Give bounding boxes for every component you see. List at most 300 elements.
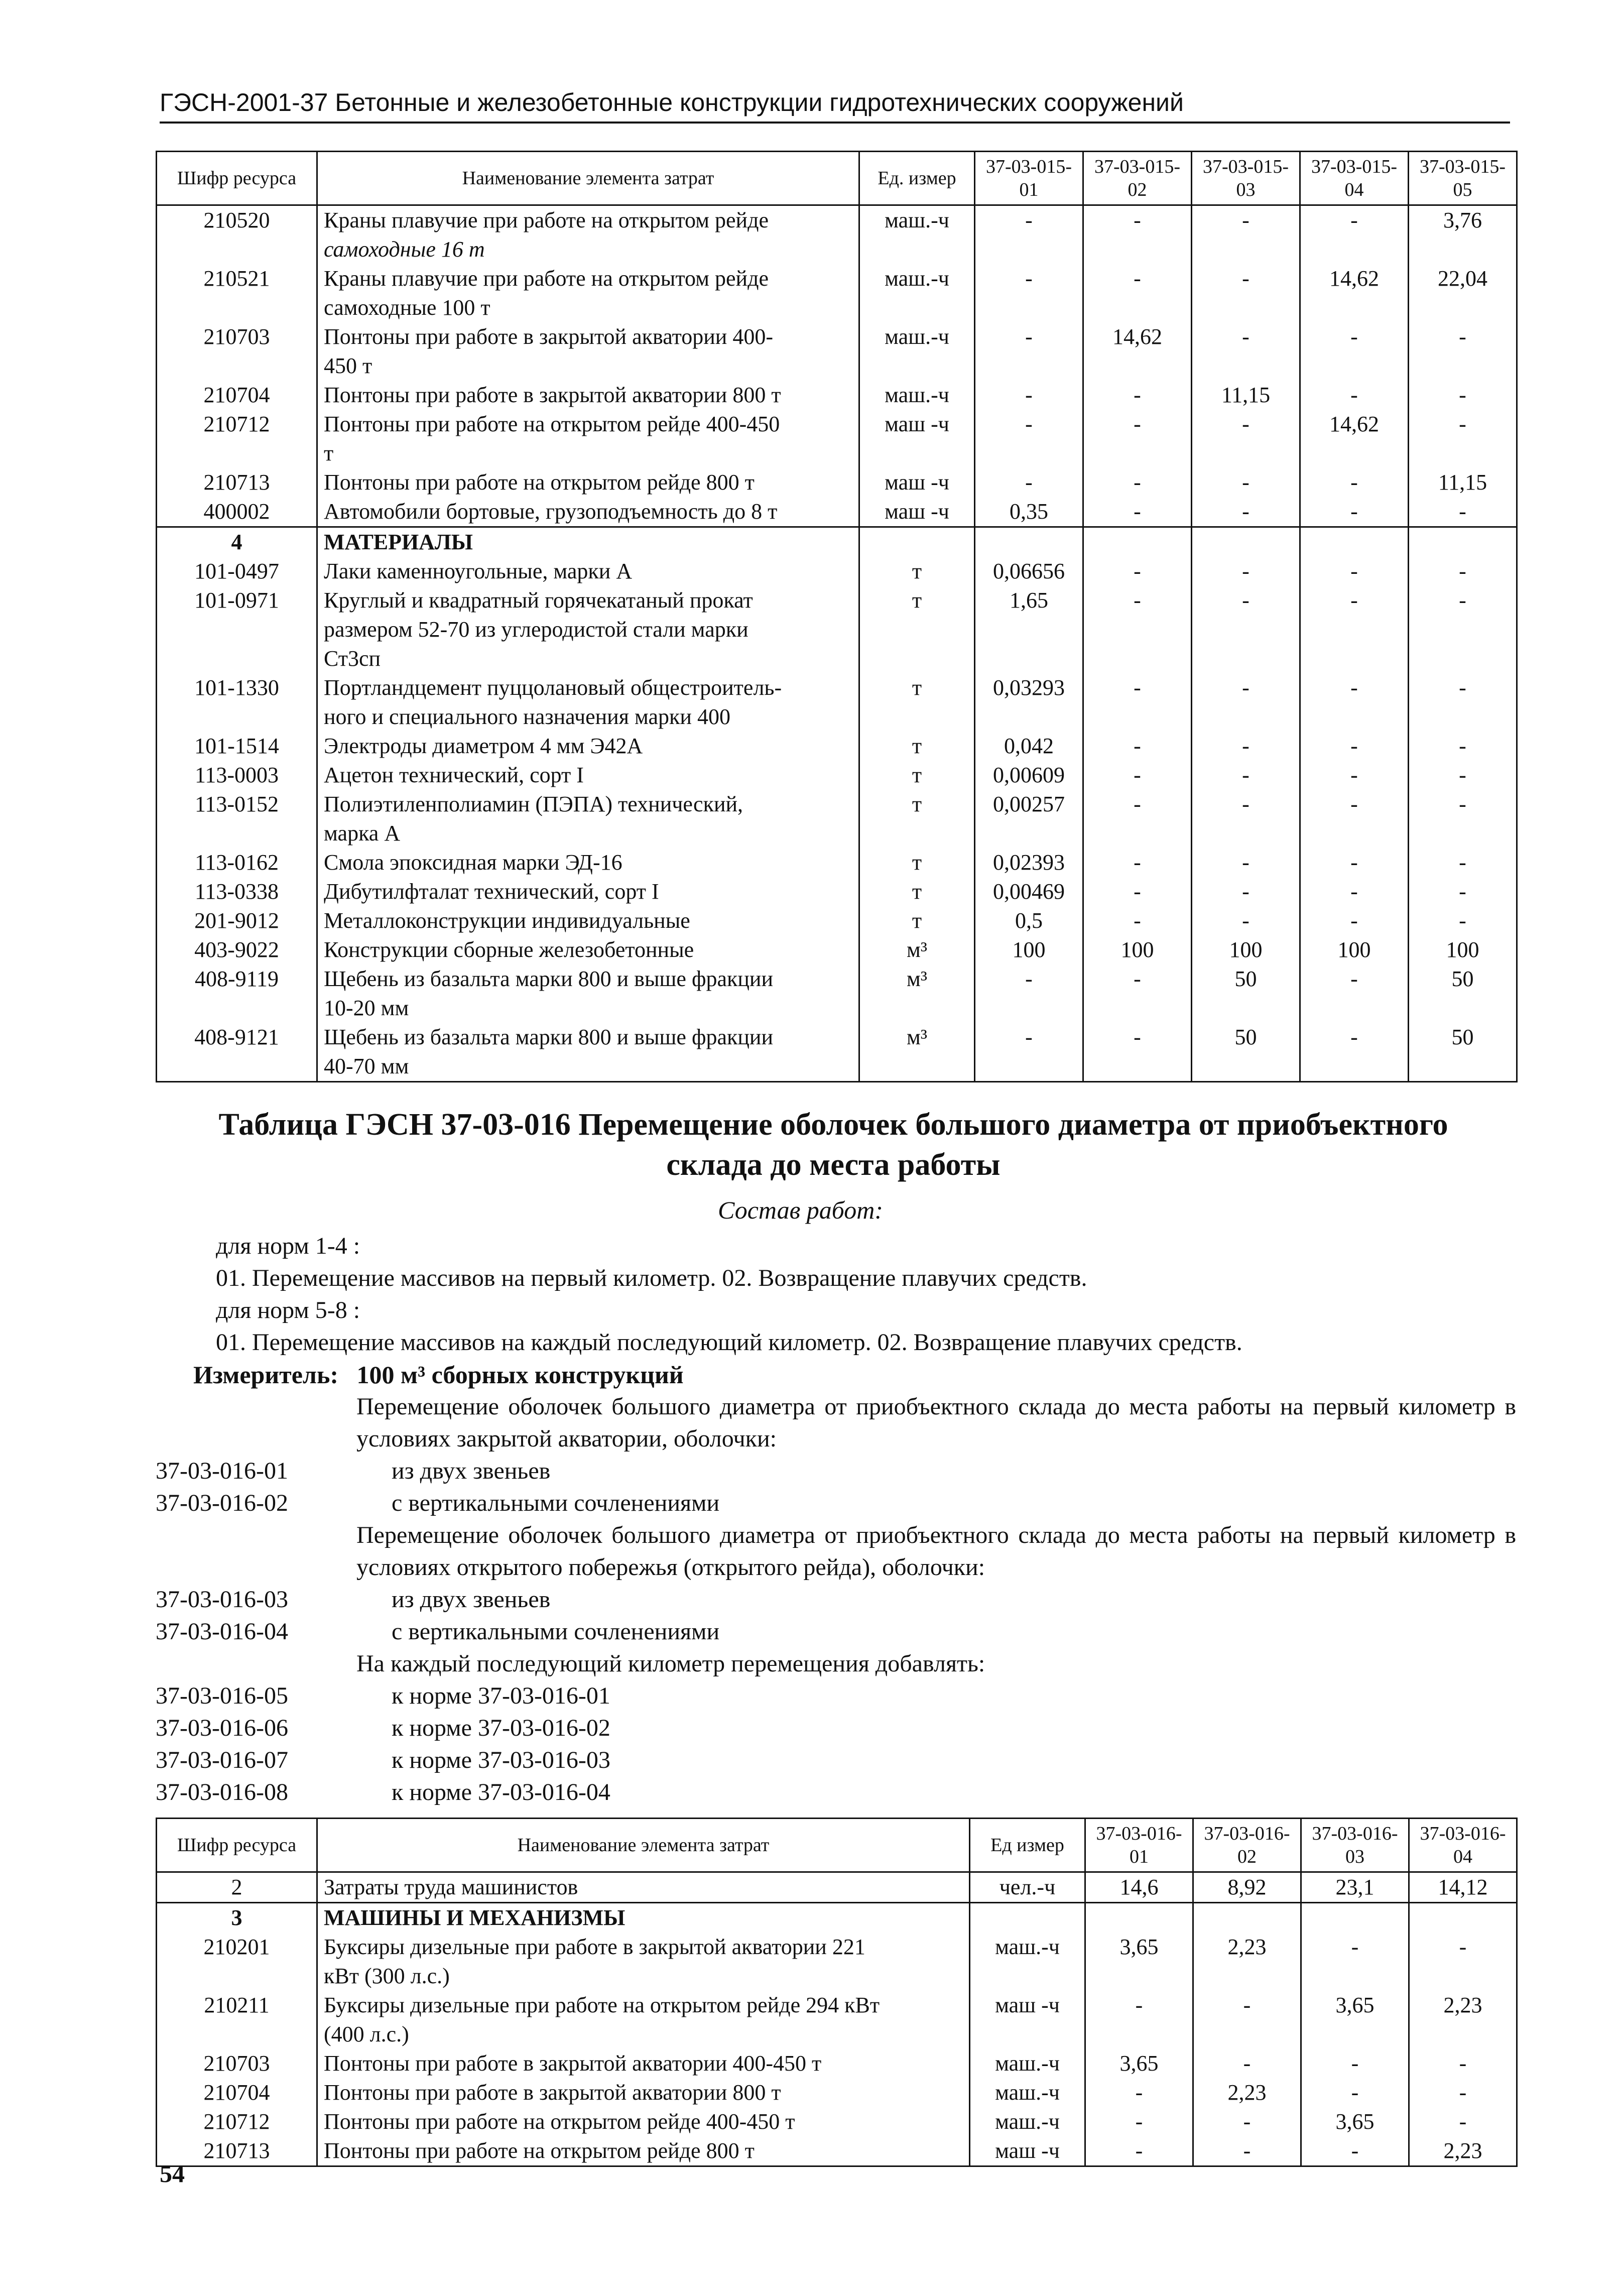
unit: маш.-ч	[970, 2078, 1085, 2107]
norm-value: -	[1083, 381, 1192, 410]
norm-value: -	[975, 468, 1083, 497]
name-line: Щебень из базальта марки 800 и выше фракции	[324, 967, 773, 991]
name-line: Полиэтиленполиамин (ПЭПА) технический,	[324, 792, 743, 816]
empty-cell	[1300, 527, 1409, 557]
table-row	[157, 2107, 1517, 2136]
norm-value: 8,92	[1193, 1872, 1301, 1903]
empty-cell	[859, 527, 975, 557]
norm-text: к норме 37-03-016-01	[392, 1682, 610, 1709]
table-row	[157, 1932, 1517, 1991]
para-open-roadstead: Перемещение оболочек большого диаметра от приобъектного склада до места работы на первый километр в условиях открытого побережья (открытого рейда), оболочки:	[356, 1522, 1516, 1581]
norm-value: -	[1083, 586, 1192, 673]
norm-value: 14,6	[1085, 1872, 1193, 1903]
empty-cell	[1085, 1903, 1193, 1933]
norm-text: к норме 37-03-016-02	[392, 1715, 610, 1741]
norm-value: 50	[1409, 964, 1517, 1023]
table-row	[157, 381, 1517, 410]
header-norm-3: 37-03-016-03	[1301, 1819, 1409, 1872]
section-title: МАШИНЫ И МЕХАНИЗМЫ	[317, 1903, 970, 1933]
norm-value: -	[1083, 732, 1192, 761]
norm-value: -	[1192, 673, 1300, 732]
cost-element-name	[317, 468, 859, 497]
norm-value: -	[1300, 877, 1409, 906]
table-row	[157, 1023, 1517, 1082]
unit: т	[859, 761, 975, 790]
norm-value: -	[1192, 264, 1300, 322]
norm-text: из двух звеньев	[392, 1586, 551, 1613]
table-row	[157, 877, 1517, 906]
section-number: 4	[157, 527, 317, 557]
name-line: самоходные 100 т	[324, 295, 490, 320]
resource-table-016	[156, 1818, 1518, 2167]
norm-value: -	[1192, 877, 1300, 906]
norm-value: 2,23	[1409, 2136, 1517, 2166]
norm-value: -	[1085, 2107, 1193, 2136]
norm-value: -	[1192, 848, 1300, 877]
cost-element-name	[317, 2049, 970, 2078]
norm-value: -	[1300, 673, 1409, 732]
norm-value: -	[1192, 732, 1300, 761]
cost-element-name	[317, 906, 859, 935]
norm-value: -	[1300, 1023, 1409, 1082]
norm-value: -	[1409, 732, 1517, 761]
cost-element-name	[317, 2078, 970, 2107]
measure-label: Измеритель:	[193, 1361, 339, 1389]
table-header-row	[157, 152, 1517, 205]
empty-cell	[1193, 1903, 1301, 1933]
norm-value: -	[1409, 322, 1517, 381]
table-row	[157, 935, 1517, 964]
name-line: Круглый и квадратный горячекатаный прокат	[324, 588, 753, 613]
norm-value: -	[975, 264, 1083, 322]
norm-value: 50	[1192, 1023, 1300, 1082]
norm-value: -	[1300, 964, 1409, 1023]
norm-value: 2,23	[1409, 1991, 1517, 2049]
norm-value: -	[1083, 205, 1192, 265]
header-norm-4: 37-03-015-04	[1300, 152, 1409, 205]
norm-value: -	[1409, 906, 1517, 935]
norm-value: -	[1083, 468, 1192, 497]
resource-code: 2	[157, 1872, 317, 1903]
table-header-row	[157, 1819, 1517, 1872]
norm-value: -	[1192, 205, 1300, 265]
norms-5-8-label: для норм 5-8 :	[216, 1297, 360, 1323]
norm-value: -	[1300, 468, 1409, 497]
norm-value: -	[975, 410, 1083, 468]
cost-element-name	[317, 732, 859, 761]
name-line: Ацетон технический, сорт I	[324, 763, 584, 787]
table-row	[157, 732, 1517, 761]
cost-element-name	[317, 964, 859, 1023]
empty-cell	[975, 527, 1083, 557]
name-line: Краны плавучие при работе на открытом рейде	[324, 208, 769, 232]
resource-code: 101-0971	[157, 586, 317, 673]
header-norm-4: 37-03-016-04	[1409, 1819, 1517, 1872]
work-1-4: 01. Перемещение массивов на первый километр. 02. Возвращение плавучих средств.	[216, 1265, 1087, 1291]
table-row	[157, 410, 1517, 468]
header-norm-2: 37-03-016-02	[1193, 1819, 1301, 1872]
norm-value: 23,1	[1301, 1872, 1409, 1903]
table-row	[157, 848, 1517, 877]
cost-element-name	[317, 935, 859, 964]
norm-value: -	[975, 1023, 1083, 1082]
cost-element-name	[317, 1991, 970, 2049]
name-line: Смола эпоксидная марки ЭД-16	[324, 850, 622, 875]
resource-code: 113-0152	[157, 790, 317, 848]
cost-element-name	[317, 322, 859, 381]
norm-code: 37-03-016-03	[156, 1586, 288, 1613]
norm-value: 11,15	[1192, 381, 1300, 410]
resource-code: 101-0497	[157, 557, 317, 586]
norm-value: 2,23	[1193, 2078, 1301, 2107]
norm-value: 100	[1083, 935, 1192, 964]
cost-element-name	[317, 790, 859, 848]
name-line: размером 52-70 из углеродистой стали марки	[324, 617, 748, 642]
norm-value: 100	[1192, 935, 1300, 964]
norm-value: 100	[1300, 935, 1409, 964]
norm-value: 14,62	[1083, 322, 1192, 381]
norm-value: 0,02393	[975, 848, 1083, 877]
unit: т	[859, 790, 975, 848]
header-norm-1: 37-03-016-01	[1085, 1819, 1193, 1872]
norm-code: 37-03-016-08	[156, 1779, 288, 1805]
name-line: Дибутилфталат технический, сорт I	[324, 879, 659, 904]
header-norm-3: 37-03-015-03	[1192, 152, 1300, 205]
norm-value: -	[975, 964, 1083, 1023]
resource-code: 101-1330	[157, 673, 317, 732]
table-row	[157, 2136, 1517, 2166]
cost-element-name	[317, 497, 859, 527]
unit: м³	[859, 1023, 975, 1082]
norm-value: 50	[1192, 964, 1300, 1023]
resource-table-015	[156, 151, 1518, 1082]
norm-value: 14,62	[1300, 410, 1409, 468]
name-line: Понтоны при работе на открытом рейде 400-450 т	[324, 2109, 795, 2134]
norm-value: 22,04	[1409, 264, 1517, 322]
measure-value: 100 м³ сборных конструкций	[356, 1361, 684, 1389]
norm-value: 100	[975, 935, 1083, 964]
norm-value: -	[1193, 1991, 1301, 2049]
norm-value: -	[1409, 877, 1517, 906]
name-line: Ст3сп	[324, 646, 381, 671]
norm-value: -	[1192, 906, 1300, 935]
norm-value: 0,00609	[975, 761, 1083, 790]
norm-value: 3,65	[1085, 2049, 1193, 2078]
name-line: Лаки каменноугольные, марки А	[324, 559, 633, 583]
name-line: Понтоны при работе в закрытой акватории 800 т	[324, 2080, 781, 2105]
resource-code: 210712	[157, 410, 317, 468]
resource-code: 113-0338	[157, 877, 317, 906]
section-number: 3	[157, 1903, 317, 1933]
unit: маш.-ч	[859, 381, 975, 410]
resource-code: 408-9121	[157, 1023, 317, 1082]
cost-element-name	[317, 410, 859, 468]
resource-code: 113-0162	[157, 848, 317, 877]
norm-value: -	[1085, 2078, 1193, 2107]
section-row	[157, 527, 1517, 557]
resource-code: 210704	[157, 381, 317, 410]
norm-value: -	[1083, 673, 1192, 732]
cost-element-name	[317, 264, 859, 322]
section-row	[157, 1903, 1517, 1933]
norm-value: -	[1300, 906, 1409, 935]
norm-code: 37-03-016-02	[156, 1490, 288, 1516]
norm-code: 37-03-016-07	[156, 1747, 288, 1773]
name-line: (400 л.с.)	[324, 2022, 409, 2046]
norm-value: -	[1409, 2049, 1517, 2078]
unit: маш.-ч	[970, 2049, 1085, 2078]
header-unit: Ед. измер	[859, 152, 975, 205]
empty-cell	[1192, 527, 1300, 557]
norm-value: 3,76	[1409, 205, 1517, 265]
norm-code: 37-03-016-06	[156, 1715, 288, 1741]
norm-value: -	[1193, 2107, 1301, 2136]
norm-value: -	[1300, 586, 1409, 673]
header-norm-1: 37-03-015-01	[975, 152, 1083, 205]
norms-1-4-label: для норм 1-4 :	[216, 1233, 360, 1259]
norm-value: -	[1083, 410, 1192, 468]
norm-value: -	[1409, 381, 1517, 410]
name-line: кВт (300 л.с.)	[324, 1964, 450, 1988]
norm-value: -	[1192, 790, 1300, 848]
norm-value: -	[1409, 1932, 1517, 1991]
table-row	[157, 586, 1517, 673]
norm-value: -	[1301, 2049, 1409, 2078]
name-line: 10-20 мм	[324, 996, 409, 1020]
empty-cell	[1409, 527, 1517, 557]
unit: маш.-ч	[859, 264, 975, 322]
norm-value: -	[1083, 557, 1192, 586]
norm-code: 37-03-016-05	[156, 1682, 288, 1709]
norm-code: 37-03-016-01	[156, 1458, 288, 1484]
norm-value: -	[1085, 2136, 1193, 2166]
norm-value: 1,65	[975, 586, 1083, 673]
norm-code: 37-03-016-04	[156, 1618, 288, 1645]
resource-code: 210211	[157, 1991, 317, 2049]
cost-element-name	[317, 848, 859, 877]
norm-value: -	[1409, 2107, 1517, 2136]
resource-code: 210712	[157, 2107, 317, 2136]
cost-element-name	[317, 673, 859, 732]
norm-value: 50	[1409, 1023, 1517, 1082]
name-line: Понтоны при работе в закрытой акватории 800 т	[324, 383, 781, 407]
table-016-title: Таблица ГЭСН 37-03-016 Перемещение оболочек большого диаметра от приобъектного склада до места работы	[218, 1108, 1448, 1182]
cost-element-name	[317, 1023, 859, 1082]
header-resource-code: Шифр ресурса	[157, 1819, 317, 1872]
name-line: Понтоны при работе на открытом рейде 800 т	[324, 2138, 755, 2163]
cost-element-name	[317, 1932, 970, 1991]
name-line: Конструкции сборные железобетонные	[324, 937, 694, 962]
unit: маш.-ч	[859, 322, 975, 381]
resource-code: 408-9119	[157, 964, 317, 1023]
unit: маш -ч	[859, 410, 975, 468]
norm-value: -	[1083, 1023, 1192, 1082]
norm-value: 3,65	[1085, 1932, 1193, 1991]
cost-element-name	[317, 205, 859, 265]
norm-text: из двух звеньев	[392, 1458, 551, 1484]
para-each-km: На каждый последующий километр перемещения добавлять:	[356, 1650, 985, 1677]
norm-value: -	[1300, 848, 1409, 877]
table-row	[157, 322, 1517, 381]
name-line: Портландцемент пуццолановый общестроитель-	[324, 675, 782, 700]
table-row	[157, 906, 1517, 935]
header-cost-element: Наименование элемента затрат	[317, 1819, 970, 1872]
norm-value: 3,65	[1301, 2107, 1409, 2136]
norm-value: -	[975, 322, 1083, 381]
norm-value: -	[1409, 790, 1517, 848]
resource-code: 210704	[157, 2078, 317, 2107]
name-line: Понтоны при работе в закрытой акватории 400-	[324, 324, 773, 349]
norm-value: 0,35	[975, 497, 1083, 527]
cost-element-name: Затраты труда машинистов	[317, 1872, 970, 1903]
resource-code: 113-0003	[157, 761, 317, 790]
table-row	[157, 964, 1517, 1023]
norm-value: -	[1300, 732, 1409, 761]
norm-value: -	[1192, 322, 1300, 381]
norm-value: -	[1300, 322, 1409, 381]
norm-value: -	[1083, 877, 1192, 906]
norm-value: -	[1083, 497, 1192, 527]
empty-cell	[970, 1903, 1085, 1933]
norm-value: -	[1193, 2049, 1301, 2078]
norm-value: 100	[1409, 935, 1517, 964]
norm-text: с вертикальными сочленениями	[392, 1618, 720, 1645]
norm-value: -	[1192, 497, 1300, 527]
table-row	[157, 497, 1517, 527]
norm-value: -	[1301, 1932, 1409, 1991]
norm-value: -	[1083, 761, 1192, 790]
norm-value: -	[1192, 586, 1300, 673]
name-line: Краны плавучие при работе на открытом рейде	[324, 266, 769, 291]
section-title: МАТЕРИАЛЫ	[317, 527, 859, 557]
resource-code: 210520	[157, 205, 317, 265]
unit: т	[859, 673, 975, 732]
cost-element-name	[317, 586, 859, 673]
unit: м³	[859, 935, 975, 964]
unit: маш.-ч	[970, 1932, 1085, 1991]
table-row	[157, 2049, 1517, 2078]
norm-value: -	[1300, 205, 1409, 265]
resource-code: 403-9022	[157, 935, 317, 964]
para-closed-water: Перемещение оболочек большого диаметра от приобъектного склада до места работы на первый километр в условиях закрытой акватории, оболочки:	[356, 1393, 1516, 1452]
norm-value: -	[1409, 410, 1517, 468]
resource-code: 210703	[157, 2049, 317, 2078]
table-row	[157, 264, 1517, 322]
page-header: ГЭСН-2001-37 Бетонные и железобетонные конструкции гидротехнических сооружений	[160, 86, 1510, 124]
resource-code: 400002	[157, 497, 317, 527]
norm-value: -	[975, 205, 1083, 265]
unit: маш.-ч	[859, 205, 975, 265]
norm-text: с вертикальными сочленениями	[392, 1490, 720, 1516]
name-line: т	[324, 441, 334, 465]
cost-element-name	[317, 2107, 970, 2136]
norm-value: -	[975, 381, 1083, 410]
name-line: Автомобили бортовые, грузоподъемность до 8 т	[324, 499, 778, 524]
norm-value: 0,06656	[975, 557, 1083, 586]
cost-element-name	[317, 761, 859, 790]
cost-element-name	[317, 557, 859, 586]
table-row	[157, 1991, 1517, 2049]
composition-title: Состав работ:	[718, 1196, 884, 1224]
name-line: Понтоны при работе на открытом рейде 400-450	[324, 412, 780, 436]
norm-value: -	[1409, 673, 1517, 732]
norm-value: -	[1409, 497, 1517, 527]
norm-value: -	[1409, 848, 1517, 877]
norm-value: -	[1192, 557, 1300, 586]
name-line: Электроды диаметром 4 мм Э42А	[324, 734, 643, 758]
norm-value: 14,12	[1409, 1872, 1517, 1903]
table-row	[157, 2078, 1517, 2107]
norm-value: -	[1300, 497, 1409, 527]
empty-cell	[1301, 1903, 1409, 1933]
norm-value: -	[1083, 906, 1192, 935]
name-line: самоходные 16 т	[324, 237, 485, 262]
unit: маш -ч	[859, 497, 975, 527]
norm-value: -	[1300, 761, 1409, 790]
page-number: 54	[160, 2159, 185, 2188]
unit: т	[859, 906, 975, 935]
unit: т	[859, 586, 975, 673]
norm-value: 14,62	[1300, 264, 1409, 322]
resource-code: 101-1514	[157, 732, 317, 761]
unit: т	[859, 557, 975, 586]
unit: м³	[859, 964, 975, 1023]
table-row	[157, 557, 1517, 586]
work-5-8: 01. Перемещение массивов на каждый последующий километр. 02. Возвращение плавучих средств.	[216, 1329, 1242, 1356]
unit: маш -ч	[970, 1991, 1085, 2049]
unit: маш -ч	[859, 468, 975, 497]
norm-value: -	[1192, 761, 1300, 790]
norm-value: 0,5	[975, 906, 1083, 935]
header-norm-5: 37-03-015-05	[1409, 152, 1517, 205]
norm-value: -	[1409, 2078, 1517, 2107]
name-line: Понтоны при работе в закрытой акватории 400-450 т	[324, 2051, 822, 2076]
norm-value: -	[1301, 2136, 1409, 2166]
header-norm-2: 37-03-015-02	[1083, 152, 1192, 205]
norm-value: -	[1193, 2136, 1301, 2166]
norm-value: -	[1409, 557, 1517, 586]
unit: т	[859, 848, 975, 877]
name-line: Металлоконструкции индивидуальные	[324, 908, 690, 933]
resource-code: 210201	[157, 1932, 317, 1991]
header-cost-element: Наименование элемента затрат	[317, 152, 859, 205]
norm-value: -	[1300, 790, 1409, 848]
measure-line	[193, 1359, 684, 1391]
unit: чел.-ч	[970, 1872, 1085, 1903]
resource-code: 201-9012	[157, 906, 317, 935]
resource-code: 210521	[157, 264, 317, 322]
unit: т	[859, 732, 975, 761]
norm-value: -	[1083, 964, 1192, 1023]
header-unit: Ед измер	[970, 1819, 1085, 1872]
cost-element-name	[317, 877, 859, 906]
name-line: Понтоны при работе на открытом рейде 800 т	[324, 470, 755, 495]
empty-cell	[1409, 1903, 1517, 1933]
table-row	[157, 790, 1517, 848]
norm-value: -	[1083, 264, 1192, 322]
norm-value: -	[1083, 848, 1192, 877]
table-row	[157, 1872, 1517, 1903]
norm-value: -	[1083, 790, 1192, 848]
norm-value: -	[1085, 1991, 1193, 2049]
norm-value: 0,00469	[975, 877, 1083, 906]
cost-element-name	[317, 381, 859, 410]
table-row	[157, 761, 1517, 790]
norm-value: 0,03293	[975, 673, 1083, 732]
norm-value: -	[1300, 557, 1409, 586]
name-line: Буксиры дизельные при работе на открытом рейде 294 кВт	[324, 1993, 880, 2017]
table-row	[157, 205, 1517, 265]
